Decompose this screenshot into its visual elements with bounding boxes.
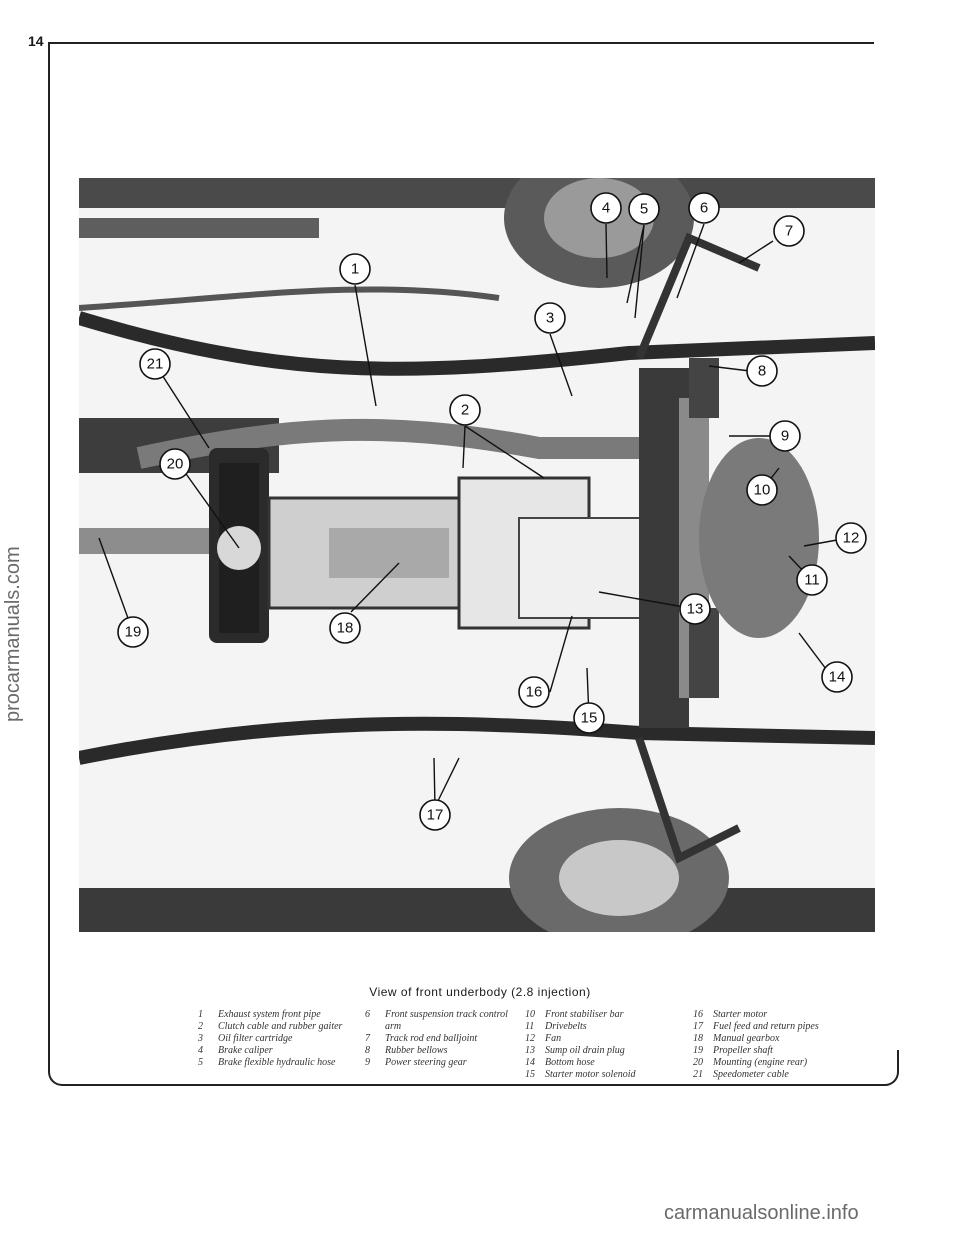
top-rule — [48, 42, 874, 44]
callout-label-3: 3 — [545, 309, 555, 327]
callout-label-15: 15 — [580, 709, 598, 727]
callout-label-11: 11 — [804, 571, 820, 589]
callout-label-4: 4 — [601, 199, 611, 217]
legend-text: Fan — [545, 1033, 562, 1044]
callout-label-5: 5 — [639, 200, 649, 218]
callout-label-2: 2 — [460, 401, 470, 419]
legend-item — [693, 1009, 841, 1021]
figure-caption: View of front underbody (2.8 injection) — [369, 985, 591, 999]
legend-item — [525, 1045, 673, 1057]
legend-number: 19 — [693, 1045, 703, 1056]
legend-text: Clutch cable and rubber gaiter — [218, 1021, 343, 1032]
legend-text: Mounting (engine rear) — [713, 1057, 808, 1068]
legend-number: 15 — [525, 1069, 535, 1080]
legend-number: 16 — [693, 1009, 703, 1020]
legend-item — [365, 1033, 513, 1045]
legend-number: 9 — [365, 1057, 370, 1068]
callout-label-6: 6 — [699, 199, 709, 217]
legend-item — [525, 1069, 673, 1081]
legend-number: 4 — [198, 1045, 203, 1056]
callout-label-13: 13 — [686, 600, 704, 618]
legend-column-2 — [365, 1009, 513, 1069]
legend-number: 6 — [365, 1009, 370, 1020]
page-number: 14 — [28, 33, 44, 49]
callout-label-14: 14 — [828, 668, 846, 686]
legend-text: Power steering gear — [385, 1057, 467, 1068]
legend-text: Speedometer cable — [713, 1069, 789, 1080]
legend-number: 2 — [198, 1021, 203, 1032]
callout-label-17: 17 — [426, 806, 444, 824]
legend-text: Exhaust system front pipe — [218, 1009, 321, 1020]
legend-text: Propeller shaft — [713, 1045, 773, 1056]
callout-label-12: 12 — [842, 529, 860, 547]
legend-number: 14 — [525, 1057, 535, 1068]
legend-text: Oil filter cartridge — [218, 1033, 293, 1044]
callout-label-8: 8 — [757, 362, 767, 380]
legend-item — [365, 1045, 513, 1057]
legend-text: Manual gearbox — [713, 1033, 780, 1044]
legend-text: Brake caliper — [218, 1045, 273, 1056]
legend-text: Sump oil drain plug — [545, 1045, 625, 1056]
legend-item — [693, 1021, 841, 1033]
callout-label-19: 19 — [124, 623, 142, 641]
legend-text: Brake flexible hydraulic hose — [218, 1057, 336, 1068]
legend-item — [693, 1069, 841, 1081]
legend-number: 7 — [365, 1033, 370, 1044]
legend-text: Drivebelts — [545, 1021, 587, 1032]
watermark-left: procarmanuals.com — [2, 546, 24, 722]
legend-item — [198, 1021, 346, 1033]
callout-label-20: 20 — [166, 455, 184, 473]
legend-number: 5 — [198, 1057, 203, 1068]
legend-text: Rubber bellows — [385, 1045, 448, 1056]
legend-item — [693, 1057, 841, 1069]
legend-item — [198, 1057, 346, 1069]
legend-item — [525, 1021, 673, 1033]
legend-number: 8 — [365, 1045, 370, 1056]
legend-item — [198, 1033, 346, 1045]
legend-text: Fuel feed and return pipes — [713, 1021, 819, 1032]
legend-number: 20 — [693, 1057, 703, 1068]
legend-text: Front stabiliser bar — [545, 1009, 624, 1020]
legend-item — [198, 1009, 346, 1021]
legend-number: 21 — [693, 1069, 703, 1080]
callout-label-1: 1 — [350, 260, 360, 278]
legend-number: 17 — [693, 1021, 703, 1032]
watermark-bottom: carmanualsonline.info — [664, 1202, 859, 1224]
legend-item — [525, 1057, 673, 1069]
legend-number: 10 — [525, 1009, 535, 1020]
callout-label-16: 16 — [525, 683, 543, 701]
legend-number: 18 — [693, 1033, 703, 1044]
legend-column-1 — [198, 1009, 346, 1069]
legend-text: Starter motor — [713, 1009, 768, 1020]
legend-column-4 — [693, 1009, 841, 1081]
legend-number: 3 — [198, 1033, 203, 1044]
legend-text: Starter motor solenoid — [545, 1069, 636, 1080]
legend-item — [365, 1009, 513, 1033]
legend-text: Bottom hose — [545, 1057, 595, 1068]
legend-item — [693, 1033, 841, 1045]
callout-label-7: 7 — [784, 222, 794, 240]
legend-item — [525, 1009, 673, 1021]
callout-label-9: 9 — [780, 427, 790, 445]
callout-label-18: 18 — [336, 619, 354, 637]
legend-column-3 — [525, 1009, 673, 1081]
legend-item — [693, 1045, 841, 1057]
callout-label-10: 10 — [753, 481, 771, 499]
legend-item — [365, 1057, 513, 1069]
legend-text: Track rod end balljoint — [385, 1033, 478, 1044]
legend-number: 1 — [198, 1009, 203, 1020]
underbody-photo-drawing — [79, 178, 875, 932]
legend-number: 12 — [525, 1033, 535, 1044]
callout-label-21: 21 — [146, 355, 164, 373]
legend-item — [525, 1033, 673, 1045]
underbody-photo — [79, 178, 875, 932]
left-rule — [48, 42, 50, 1072]
legend-item — [198, 1045, 346, 1057]
legend-number: 11 — [525, 1021, 535, 1032]
legend-text: Front suspension track control arm — [385, 1009, 508, 1032]
legend-number: 13 — [525, 1045, 535, 1056]
